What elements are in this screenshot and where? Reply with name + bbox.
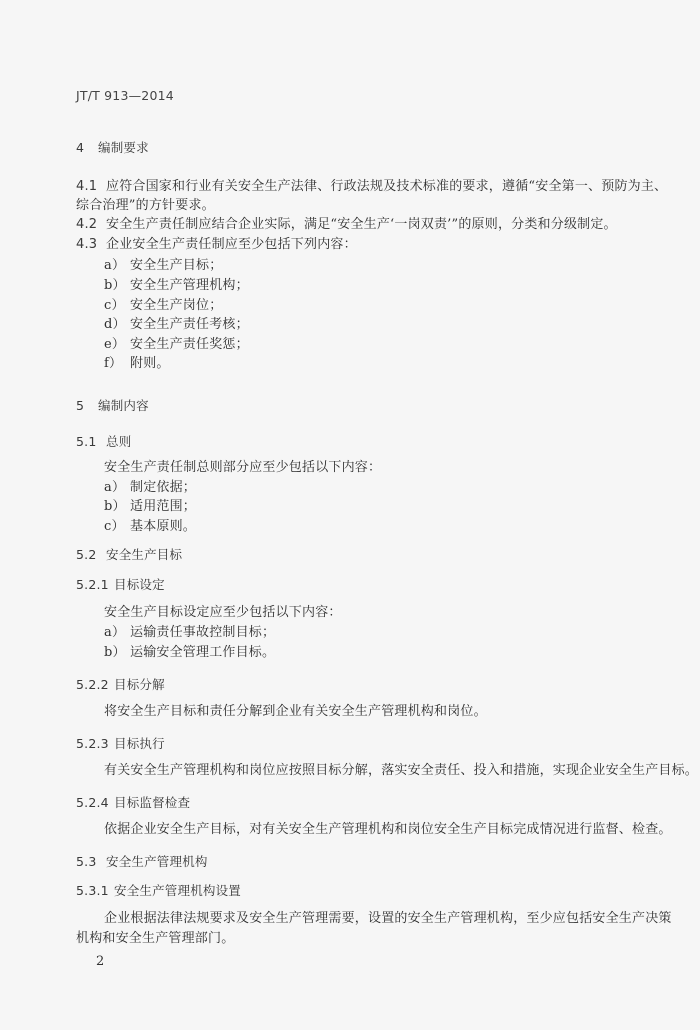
- clause-5-2-3-text: 有关安全生产管理机构和岗位应按照目标分解，落实安全责任、投入和措施，实现企业安全生产目标。: [104, 763, 699, 778]
- clause-5-3-1-text: 企业根据法律法规要求及安全生产管理需要，设置的安全生产管理机构，至少应包括安全生产决策: [104, 911, 672, 926]
- page-number: 2: [96, 954, 105, 969]
- list-item: [104, 355, 170, 373]
- list-item: [104, 644, 275, 662]
- clause-number: 5.3.1: [76, 883, 109, 898]
- clause-5-1-heading: [76, 433, 131, 451]
- clause-number: 5.2.1: [76, 577, 109, 592]
- section-title: 编制要求: [98, 140, 149, 155]
- clause-5-2-4-text: 依据企业安全生产目标，对有关安全生产管理机构和岗位安全生产目标完成情况进行监督、检查。: [104, 822, 672, 837]
- list-label: d）: [104, 317, 126, 332]
- clause-number: 5.2.3: [76, 736, 109, 751]
- clause-title: 安全生产管理机构: [106, 854, 208, 869]
- clause-text: 企业安全生产责任制应至少包括下列内容：: [106, 237, 357, 252]
- clause-title: 总则: [106, 434, 132, 449]
- clause-title: 目标监督检查: [114, 795, 191, 810]
- clause-number: 5.2.2: [76, 677, 109, 692]
- list-item: [104, 316, 249, 334]
- clause-4-3: [76, 236, 357, 254]
- clause-number: 5.3: [76, 854, 97, 869]
- clause-title: 目标执行: [114, 736, 165, 751]
- list-label: b）: [104, 278, 126, 293]
- list-label: b）: [104, 499, 126, 514]
- clause-5-3-1-text-continued: 机构和安全生产管理部门。: [76, 931, 235, 946]
- list-label: a）: [104, 258, 126, 273]
- list-item: [104, 624, 275, 642]
- clause-5-3-1-heading: [76, 882, 241, 900]
- clause-4-1-continued: 综合治理”的方针要求。: [76, 198, 215, 213]
- list-text: 运输责任事故控制目标；: [130, 625, 276, 640]
- clause-4-2: [76, 216, 617, 234]
- clause-title: 安全生产管理机构设置: [114, 883, 242, 898]
- section-4-heading: [76, 139, 149, 157]
- list-item: [104, 297, 222, 315]
- section-number: 4: [76, 140, 85, 155]
- list-label: e）: [104, 337, 126, 352]
- section-5-heading: [76, 397, 149, 415]
- list-label: a）: [104, 480, 126, 495]
- list-label: b）: [104, 645, 126, 660]
- list-label: c）: [104, 519, 125, 534]
- list-text: 基本原则。: [130, 519, 197, 534]
- clause-5-2-2-text: 将安全生产目标和责任分解到企业有关安全生产管理机构和岗位。: [104, 704, 487, 719]
- clause-5-2-heading: [76, 546, 182, 564]
- list-item: [104, 479, 196, 497]
- list-text: 安全生产管理机构；: [130, 278, 249, 293]
- list-text: 附则。: [130, 356, 170, 371]
- clause-5-3-heading: [76, 853, 208, 871]
- list-label: f）: [104, 356, 123, 371]
- clause-title: 目标设定: [114, 577, 165, 592]
- list-label: a）: [104, 625, 126, 640]
- list-item: [104, 336, 249, 354]
- list-label: c）: [104, 298, 125, 313]
- clause-title: 安全生产目标: [106, 547, 183, 562]
- clause-number: 4.1: [76, 179, 98, 194]
- standard-code: JT/T 913—2014: [76, 88, 174, 103]
- clause-5-2-3-heading: [76, 735, 165, 753]
- clause-number: 5.2.4: [76, 795, 109, 810]
- list-text: 安全生产责任考核；: [130, 317, 249, 332]
- list-text: 制定依据；: [130, 480, 197, 495]
- clause-text: 安全生产责任制应结合企业实际，满足“安全生产‘一岗双责’”的原则，分类和分级制定。: [106, 217, 617, 232]
- section-title: 编制内容: [98, 398, 149, 413]
- clause-5-2-4-heading: [76, 794, 190, 812]
- clause-title: 目标分解: [114, 677, 165, 692]
- clause-5-2-1-intro: 安全生产目标设定应至少包括以下内容：: [104, 605, 342, 620]
- list-item: [104, 498, 196, 516]
- clause-number: 5.1: [76, 434, 97, 449]
- clause-number: 4.3: [76, 237, 98, 252]
- list-text: 安全生产岗位；: [130, 298, 223, 313]
- list-text: 安全生产目标；: [130, 258, 223, 273]
- list-text: 运输安全管理工作目标。: [130, 645, 276, 660]
- clause-5-2-1-heading: [76, 576, 165, 594]
- clause-text: 应符合国家和行业有关安全生产法律、行政法规及技术标准的要求，遵循“安全第一、预防为主、: [106, 179, 668, 194]
- clause-4-1: [76, 178, 667, 196]
- clause-number: 4.2: [76, 217, 98, 232]
- clause-5-2-2-heading: [76, 676, 165, 694]
- list-text: 安全生产责任奖惩；: [130, 337, 249, 352]
- list-item: [104, 277, 249, 295]
- clause-5-1-intro: 安全生产责任制总则部分应至少包括以下内容：: [104, 460, 382, 475]
- list-item: [104, 518, 196, 536]
- list-item: [104, 257, 222, 275]
- clause-number: 5.2: [76, 547, 97, 562]
- section-number: 5: [76, 398, 85, 413]
- list-text: 适用范围；: [130, 499, 197, 514]
